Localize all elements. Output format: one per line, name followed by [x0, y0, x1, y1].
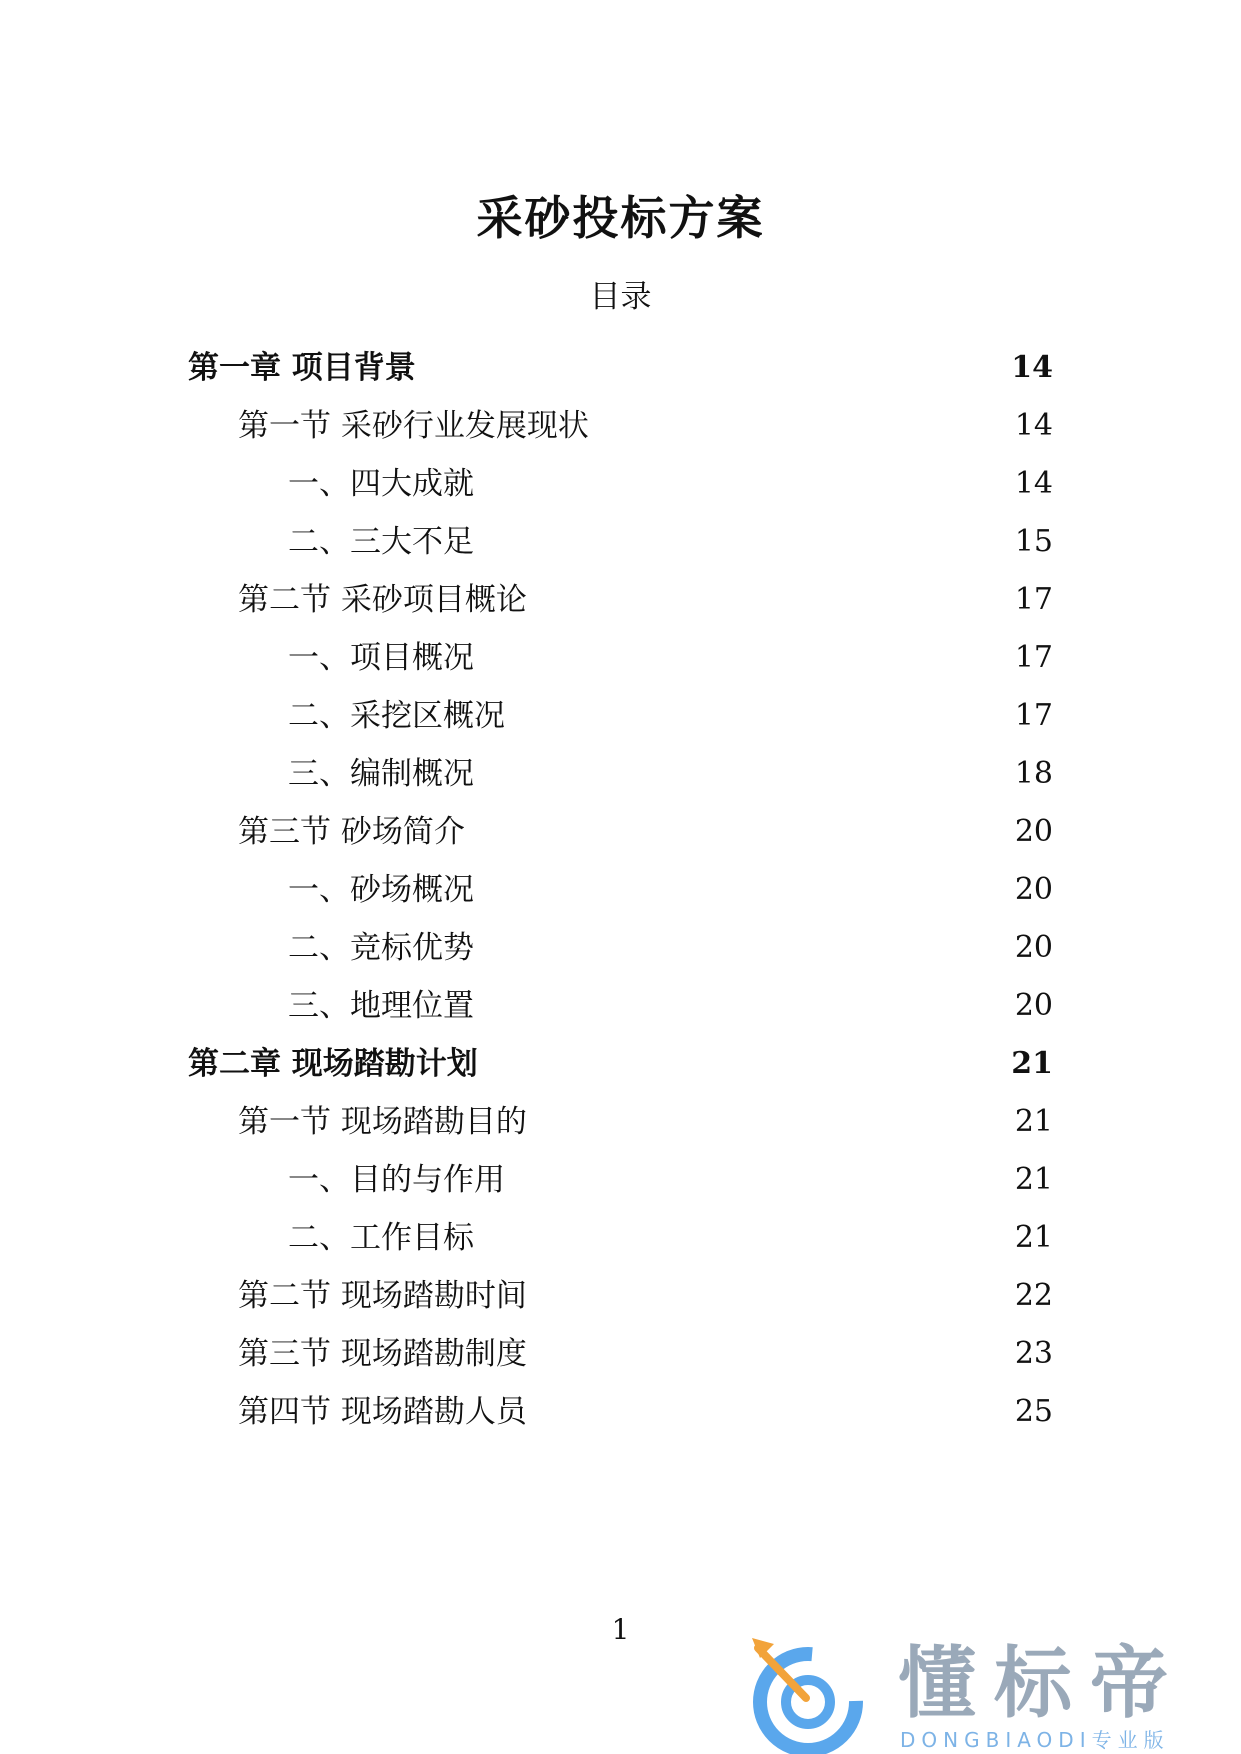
toc-entry-title: 二、三大不足	[288, 524, 474, 560]
toc-entry-title: 第四节 现场踏勘人员	[238, 1394, 527, 1430]
toc-entry-title: 三、编制概况	[288, 756, 474, 792]
toc-entry[interactable]	[0, 401, 1241, 451]
toc-entry-page: 25	[1014, 1394, 1053, 1429]
toc-entry-title: 第一节 采砂行业发展现状	[238, 408, 589, 444]
toc-entry[interactable]	[0, 633, 1241, 683]
watermark-logo	[748, 1636, 1228, 1754]
toc-entry[interactable]	[0, 1097, 1241, 1147]
toc-entry[interactable]	[0, 865, 1241, 915]
toc-entry-page: 17	[1014, 698, 1053, 733]
toc-entry[interactable]	[0, 749, 1241, 799]
toc-entry[interactable]	[0, 1271, 1241, 1321]
toc-entry[interactable]	[0, 1387, 1241, 1437]
toc-entry[interactable]	[0, 691, 1241, 741]
toc-entry-title: 二、采挖区概况	[288, 698, 505, 734]
target-arrow-icon	[748, 1636, 888, 1754]
toc-entry-title: 第一章 项目背景	[188, 350, 416, 386]
toc-entry-title: 第二章 现场踏勘计划	[188, 1046, 478, 1082]
toc-entry-page: 14	[1014, 408, 1053, 443]
toc-entry-page: 14	[1014, 466, 1053, 501]
toc-entry[interactable]	[0, 1213, 1241, 1263]
toc-heading: 目录	[589, 279, 652, 315]
toc-entry-page: 21	[1014, 1104, 1053, 1139]
page-number: 1	[611, 1613, 630, 1646]
toc-entry[interactable]	[0, 981, 1241, 1031]
toc-entry-page: 20	[1014, 814, 1053, 849]
toc-entry-page: 14	[1011, 350, 1053, 385]
toc-entry[interactable]	[0, 1155, 1241, 1205]
toc-entry[interactable]	[0, 807, 1241, 857]
toc-entry-page: 15	[1014, 524, 1053, 559]
toc-entry[interactable]	[0, 517, 1241, 567]
toc-entry-page: 17	[1014, 640, 1053, 675]
toc-entry-title: 第三节 砂场简介	[238, 814, 465, 850]
toc-entry[interactable]	[0, 343, 1241, 393]
toc-entry-title: 第二节 现场踏勘时间	[238, 1278, 527, 1314]
toc-entry-page: 21	[1011, 1046, 1053, 1081]
toc-entry-title: 一、四大成就	[288, 466, 474, 502]
watermark-subtitle: DONGBIAODI专业版	[900, 1728, 1170, 1752]
toc-entry[interactable]	[0, 1329, 1241, 1379]
toc-entry-page: 17	[1014, 582, 1053, 617]
toc-entry-page: 22	[1014, 1278, 1053, 1313]
toc-entry-title: 二、竞标优势	[288, 930, 474, 966]
toc-entry-title: 三、地理位置	[288, 988, 474, 1024]
toc-entry-page: 20	[1014, 930, 1053, 965]
toc-entry-title: 一、项目概况	[288, 640, 474, 676]
toc-entry-title: 第一节 现场踏勘目的	[238, 1104, 527, 1140]
toc-entry-title: 二、工作目标	[288, 1220, 474, 1256]
document-title: 采砂投标方案	[476, 191, 765, 245]
toc-entry-page: 20	[1014, 872, 1053, 907]
watermark-brand: 懂标帝	[898, 1639, 1187, 1729]
toc-entry-page: 21	[1014, 1162, 1053, 1197]
toc-entry[interactable]	[0, 1039, 1241, 1089]
toc-entry-title: 一、目的与作用	[288, 1162, 505, 1198]
toc-entry-page: 20	[1014, 988, 1053, 1023]
toc-entry-title: 一、砂场概况	[288, 872, 474, 908]
toc-entry-page: 23	[1014, 1336, 1053, 1371]
toc-entry-page: 21	[1014, 1220, 1053, 1255]
toc-entry-title: 第二节 采砂项目概论	[238, 582, 527, 618]
toc-entry[interactable]	[0, 923, 1241, 973]
toc-entry-title: 第三节 现场踏勘制度	[238, 1336, 527, 1372]
toc-entry[interactable]	[0, 459, 1241, 509]
toc-entry[interactable]	[0, 575, 1241, 625]
toc-entry-page: 18	[1014, 756, 1053, 791]
